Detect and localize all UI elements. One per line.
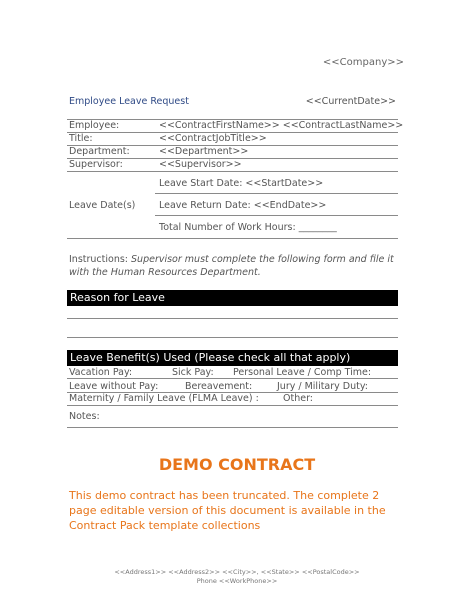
footer-address: <<Address1>> <<Address2>> <<City>>, <<State>> <<PostalCode>> [114,568,360,576]
leave-return-date: Leave Return Date: <<EndDate>> [159,200,327,211]
row-divider [67,337,398,338]
department-label: Department: [69,146,130,157]
benefits-header: Leave Benefit(s) Used (Please check all that apply) [67,350,398,366]
employee-value: <<ContractFirstName>> <<ContractLastName>> [159,120,404,131]
instructions [69,253,399,279]
notes-label: Notes: [69,411,100,422]
row-divider [155,215,398,216]
other-leave: Other: [283,393,314,404]
personal-leave: Personal Leave / Comp Time: [233,367,372,378]
demo-notice: This demo contract has been truncated. The complete 2 page editable version of this document is available in the Contract Pack template collections [69,489,386,532]
supervisor-value: <<Supervisor>> [159,159,242,170]
row-divider [67,405,398,406]
document-title: Employee Leave Request [69,96,189,107]
row-divider [155,193,398,194]
leave-without-pay: Leave without Pay: [69,381,159,392]
employee-label: Employee: [69,120,120,131]
row-divider [67,171,398,172]
company-name: <<Company>> [322,57,404,68]
bereavement: Bereavement: [185,381,253,392]
jury-military-duty: Jury / Military Duty: [277,381,368,392]
row-divider [67,238,398,239]
row-divider [67,318,398,319]
supervisor-label: Supervisor: [69,159,123,170]
row-divider [67,427,398,428]
leave-start-date: Leave Start Date: <<StartDate>> [159,178,324,189]
title-label: Title: [69,133,93,144]
demo-title: DEMO CONTRACT [158,455,316,474]
current-date: <<CurrentDate>> [305,96,396,107]
reason-header: Reason for Leave [67,290,398,306]
title-value: <<ContractJobTitle>> [159,133,267,144]
maternity-leave: Maternity / Family Leave (FLMA Leave) : [69,393,259,404]
total-work-hours: Total Number of Work Hours: ________ [159,222,337,233]
instructions-text: Supervisor must complete the following form and file it with the Human Resources Department. [69,254,394,278]
vacation-pay: Vacation Pay: [69,367,133,378]
sick-pay: Sick Pay: [172,367,214,378]
instructions-prefix: Instructions: [69,254,132,265]
row-divider [67,378,398,379]
leave-dates-label: Leave Date(s) [69,200,136,211]
department-value: <<Department>> [159,146,249,157]
footer-phone: Phone <<WorkPhone>> [196,577,278,585]
